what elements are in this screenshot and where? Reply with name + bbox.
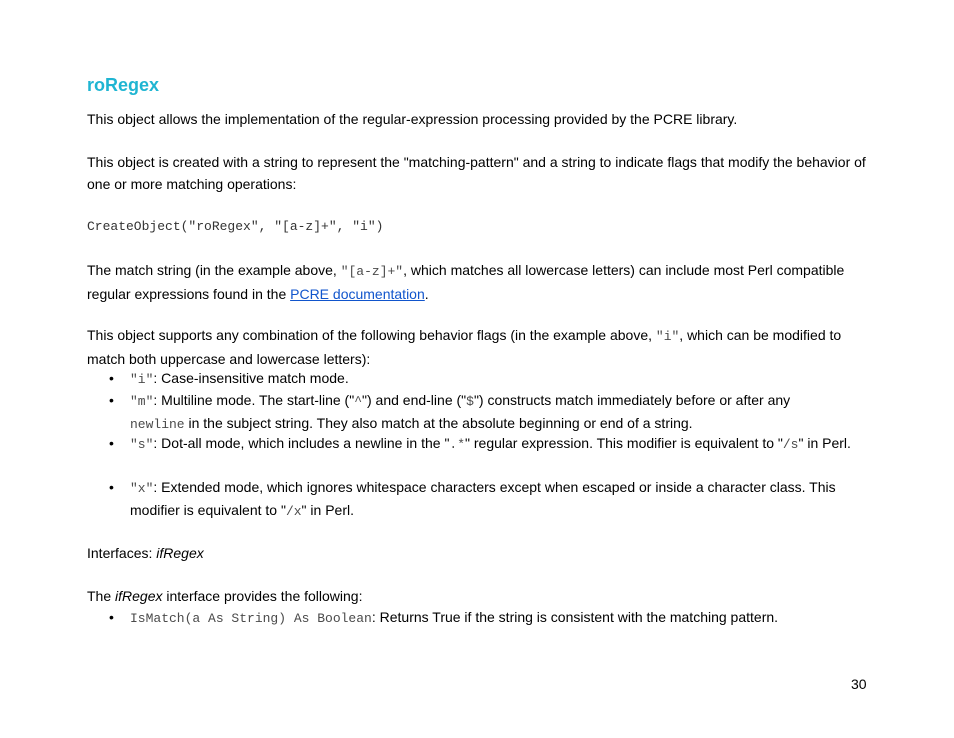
section-title: roRegex (87, 75, 160, 95)
bullet: • (109, 479, 114, 495)
list-item-flag-x: "x": Extended mode, which ignores whitespace characters except when escaped or inside a character class. This modifier is equivalent to "/x" in Perl. (130, 479, 836, 519)
interface-intro: The ifRegex interface provides the following: (87, 588, 363, 604)
inline-code: "i" (655, 329, 680, 344)
flags-paragraph: This object supports any combination of the following behavior flags (in the example above, "i", which can be modified to match both uppercase and lowercase letters): (87, 327, 842, 367)
list-item-flag-i: "i": Case-insensitive match mode. (130, 370, 349, 387)
creation-paragraph: This object is created with a string to represent the "matching-pattern" and a string to indicate flags that modify the behavior of one or more matching operations: (87, 154, 866, 192)
code-sample: CreateObject("roRegex", "[a-z]+", "i") (87, 219, 384, 234)
bullet: • (109, 392, 114, 408)
match-string-paragraph: The match string (in the example above, "[a-z]+", which matches all lowercase letters) can include most Perl compatible regular expressions found in the PCRE documentation. (87, 262, 845, 302)
list-item-flag-s: "s": Dot-all mode, which includes a newline in the ".*" regular expression. This modifier is equivalent to "/s" in Perl. (130, 435, 851, 452)
list-item-flag-m: "m": Multiline mode. The start-line ("^") and end-line ("$") constructs match immediately before or after any newline in the subject string. They also match at the absolute beginning or end of a string. (130, 392, 791, 432)
bullet: • (109, 435, 114, 451)
bullet: • (109, 370, 114, 386)
interfaces-line: Interfaces: ifRegex (87, 545, 204, 561)
intro-paragraph: This object allows the implementation of the regular-expression processing provided by the PCRE library. (87, 111, 738, 127)
page-number: 30 (851, 676, 867, 692)
pcre-documentation-link[interactable]: PCRE documentation (290, 286, 425, 302)
bullet: • (109, 609, 114, 625)
inline-code: "[a-z]+" (340, 264, 404, 279)
list-item-method-ismatch: IsMatch(a As String) As Boolean: Returns True if the string is consistent with the matching pattern. (130, 609, 779, 626)
